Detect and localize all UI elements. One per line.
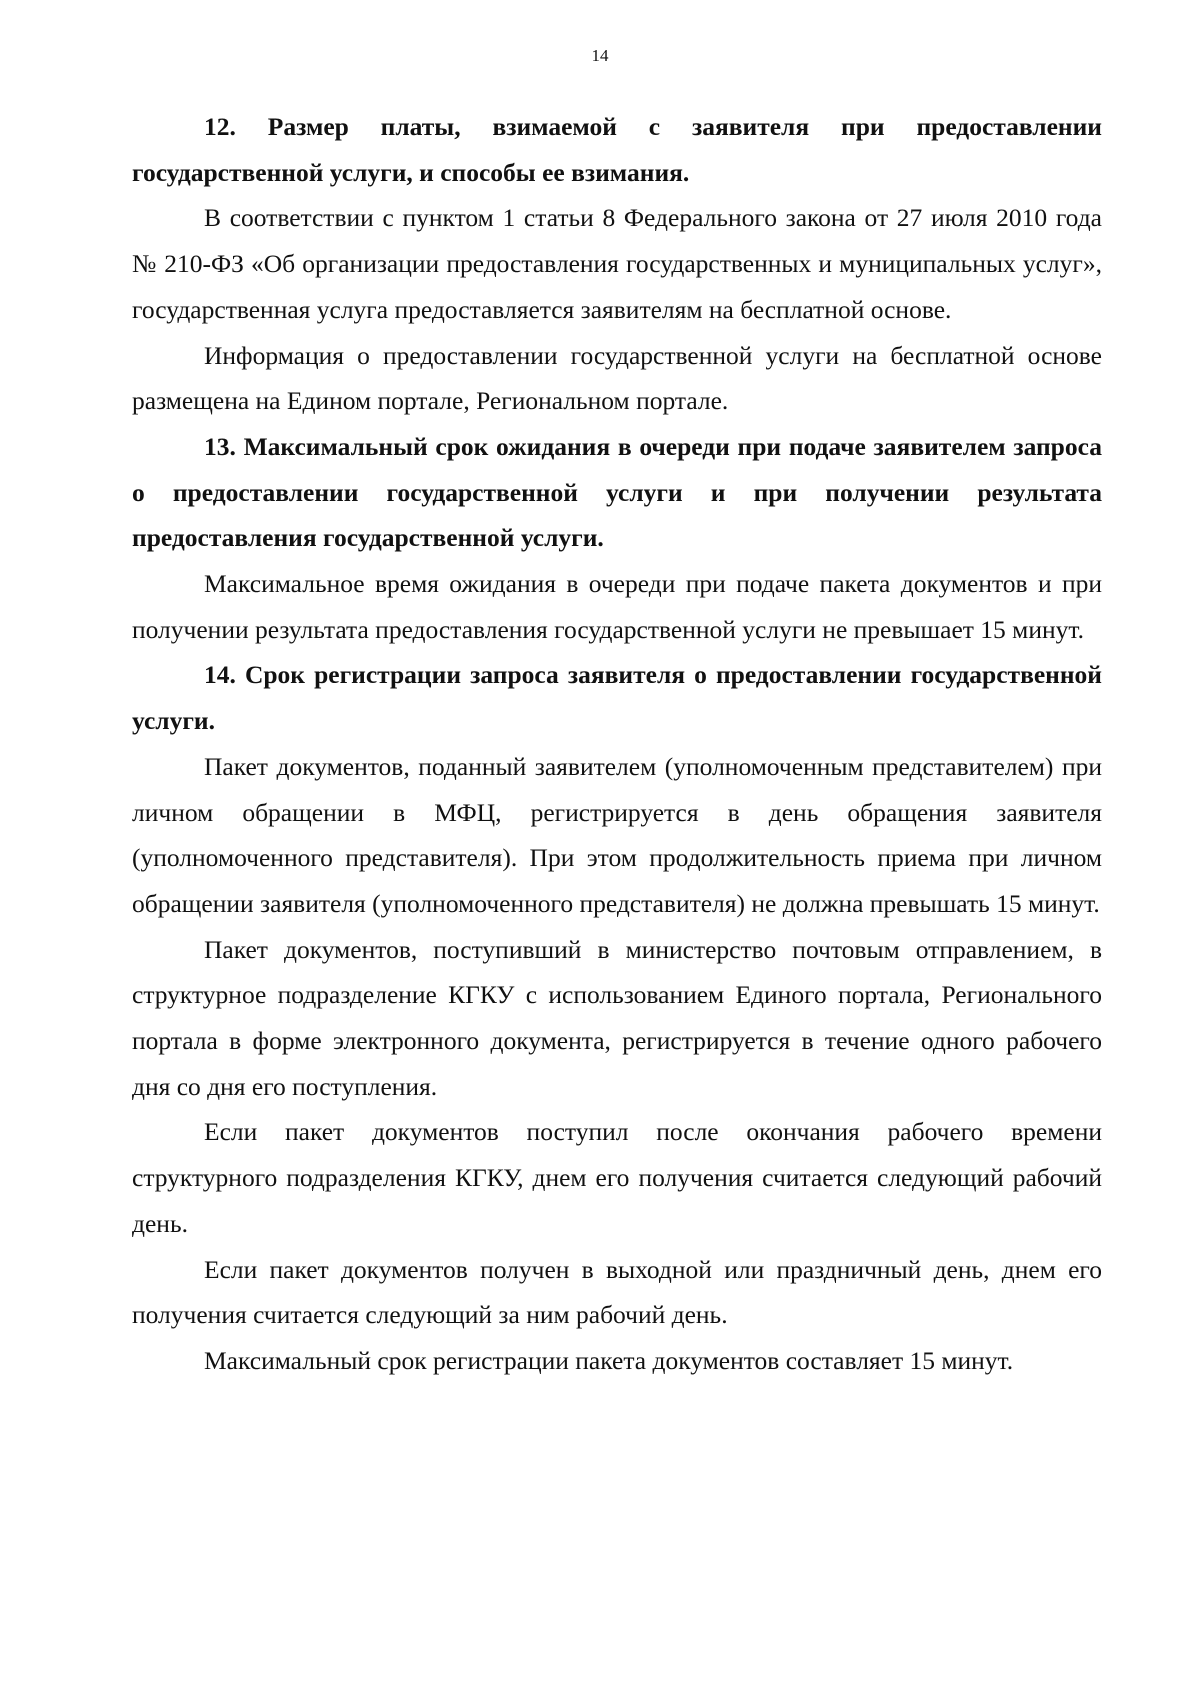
section-14-heading: 14. Срок регистрации запроса заявителя о предоставлении государственной услуги. [132,660,1102,736]
page-number: 14 [591,46,609,65]
section-12-heading: 12. Размер платы, взимаемой с заявителя при предоставлении государственной услуги, и способы ее взимания. [132,112,1102,187]
section-14-paragraph-2: Пакет документов, поступивший в министерство почтовым отправлением, в структурное подразделение КГКУ с использованием Единого портала, Регионального портала в форме электронного документа, регистрируется в течение одного рабочего дня со дня его поступления. [132,934,1102,1101]
section-13-paragraph-1: Максимальное время ожидания в очереди при подаче пакета документов и при получении результата предоставления государственной услуги не превышает 15 минут. [132,569,1102,644]
document-body [132,104,1102,1384]
section-14-paragraph-1: Пакет документов, поданный заявителем (уполномоченным представителем) при личном обращении в МФЦ, регистрируется в день обращения заявителя (уполномоченного представителя). При этом продолжительность приема при личном обращении заявителя (уполномоченного представителя) не должна превышать 15 минут. [132,751,1102,918]
section-14-paragraph-4: Если пакет документов получен в выходной или праздничный день, днем его получения считается следующий за ним рабочий день. [132,1254,1102,1330]
section-14-paragraph-3: Если пакет документов поступил после окончания рабочего времени структурного подразделения КГКУ, днем его получения считается следующий рабочий день. [132,1117,1102,1238]
section-14-paragraph-5: Максимальный срок регистрации пакета документов составляет 15 минут. [204,1345,1014,1375]
section-12-paragraph-1: В соответствии с пунктом 1 статьи 8 Федерального закона от 27 июля 2010 года № 210-ФЗ «Об организации предоставления государственных и муниципальных услуг», государственная услуга предоставляется заявителям на бесплатной основе. [132,203,1102,324]
section-13-heading: 13. Максимальный срок ожидания в очереди при подаче заявителем запроса о предоставлении государственной услуги и при получении результата предоставления государственной услуги. [132,431,1102,553]
section-12-paragraph-2: Информация о предоставлении государственной услуги на бесплатной основе размещена на Едином портале, Региональном портале. [132,340,1102,416]
